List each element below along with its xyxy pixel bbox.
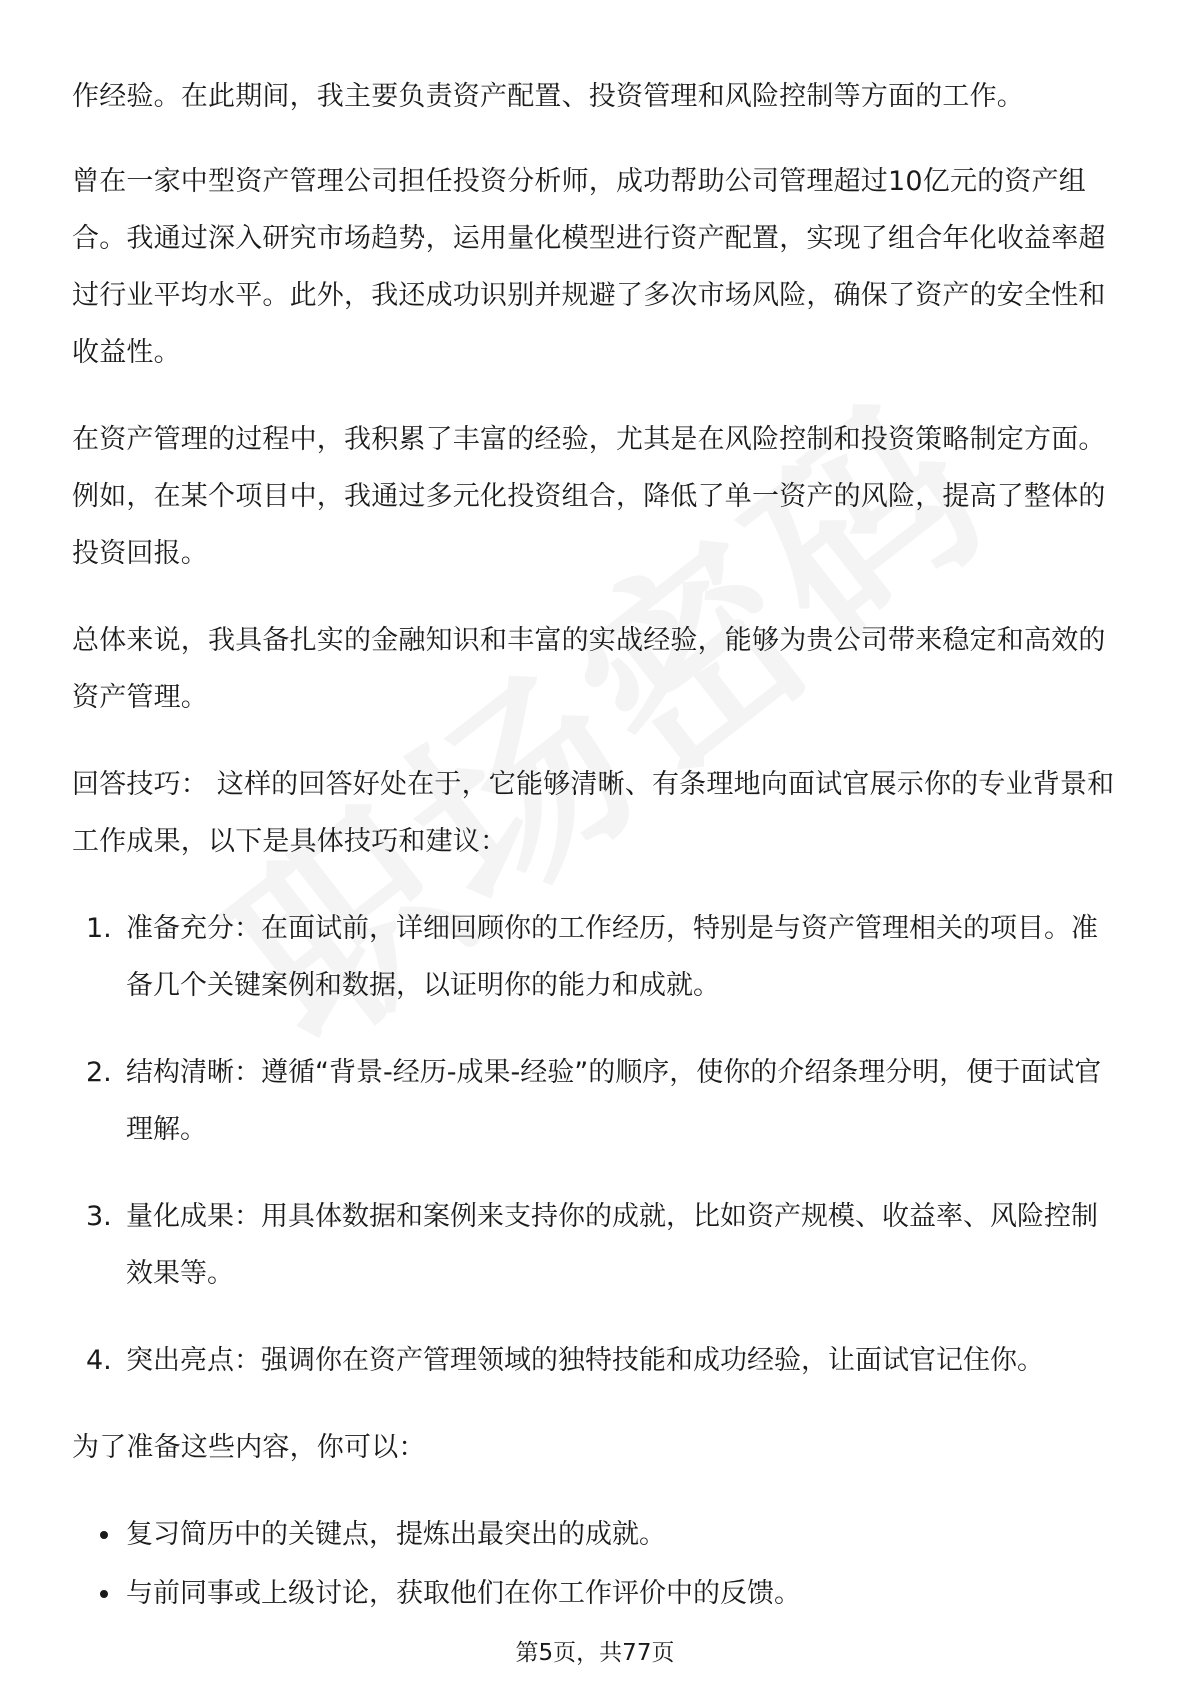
list-number: 4. — [86, 1345, 112, 1376]
list-item-text: 复习简历中的关键点，提炼出最突出的成就。 — [126, 1519, 666, 1550]
list-item — [72, 1565, 1122, 1622]
list-item-text: 量化成果：用具体数据和案例来支持你的成就，比如资产规模、收益率、风险控制效果等。 — [126, 1201, 1098, 1289]
paragraph-work-experience: 作经验。在此期间，我主要负责资产配置、投资管理和风险控制等方面的工作。 — [72, 81, 1024, 112]
list-item — [72, 1044, 1122, 1158]
list-item — [72, 1506, 1122, 1563]
list-item-text: 与前同事或上级讨论，获取他们在你工作评价中的反馈。 — [126, 1578, 801, 1609]
paragraph-risk-control: 在资产管理的过程中，我积累了丰富的经验，尤其是在风险控制和投资策略制定方面。例如，在某个项目中，我通过多元化投资组合，降低了单一资产的风险，提高了整体的投资回报。 — [72, 424, 1106, 569]
page-number: 第5页，共77页 — [515, 1640, 675, 1666]
list-item — [72, 900, 1122, 1014]
list-item-text: 结构清晰：遵循“背景-经历-成果-经验”的顺序，使你的介绍条理分明，便于面试官理解。 — [126, 1057, 1102, 1145]
document-body — [72, 68, 1122, 1624]
list-number: 2. — [86, 1057, 112, 1088]
list-item — [72, 1188, 1122, 1302]
list-item — [72, 1332, 1122, 1389]
tips-list — [72, 900, 1122, 1389]
paragraph-answer-tips: 回答技巧： 这样的回答好处在于，它能够清晰、有条理地向面试官展示你的专业背景和工作成果，以下是具体技巧和建议： — [72, 769, 1115, 857]
bullet-icon — [100, 1531, 108, 1539]
bullet-icon — [100, 1590, 108, 1598]
list-item-text: 准备充分：在面试前，详细回顾你的工作经历，特别是与资产管理相关的项目。准备几个关键案例和数据，以证明你的能力和成就。 — [126, 913, 1098, 1001]
preparation-list — [72, 1506, 1122, 1622]
paragraph-preparation: 为了准备这些内容，你可以： — [72, 1432, 426, 1463]
paragraph-analyst-role: 曾在一家中型资产管理公司担任投资分析师，成功帮助公司管理超过10亿元的资产组合。我通过深入研究市场趋势，运用量化模型进行资产配置，实现了组合年化收益率超过行业平均水平。此外，我还成功识别并规避了多次市场风险，确保了资产的安全性和收益性。 — [72, 166, 1106, 368]
paragraph-summary: 总体来说，我具备扎实的金融知识和丰富的实战经验，能够为贵公司带来稳定和高效的资产管理。 — [72, 625, 1106, 713]
list-item-text: 突出亮点：强调你在资产管理领域的独特技能和成功经验，让面试官记住你。 — [126, 1345, 1044, 1376]
list-number: 3. — [86, 1201, 112, 1232]
list-number: 1. — [86, 913, 112, 944]
